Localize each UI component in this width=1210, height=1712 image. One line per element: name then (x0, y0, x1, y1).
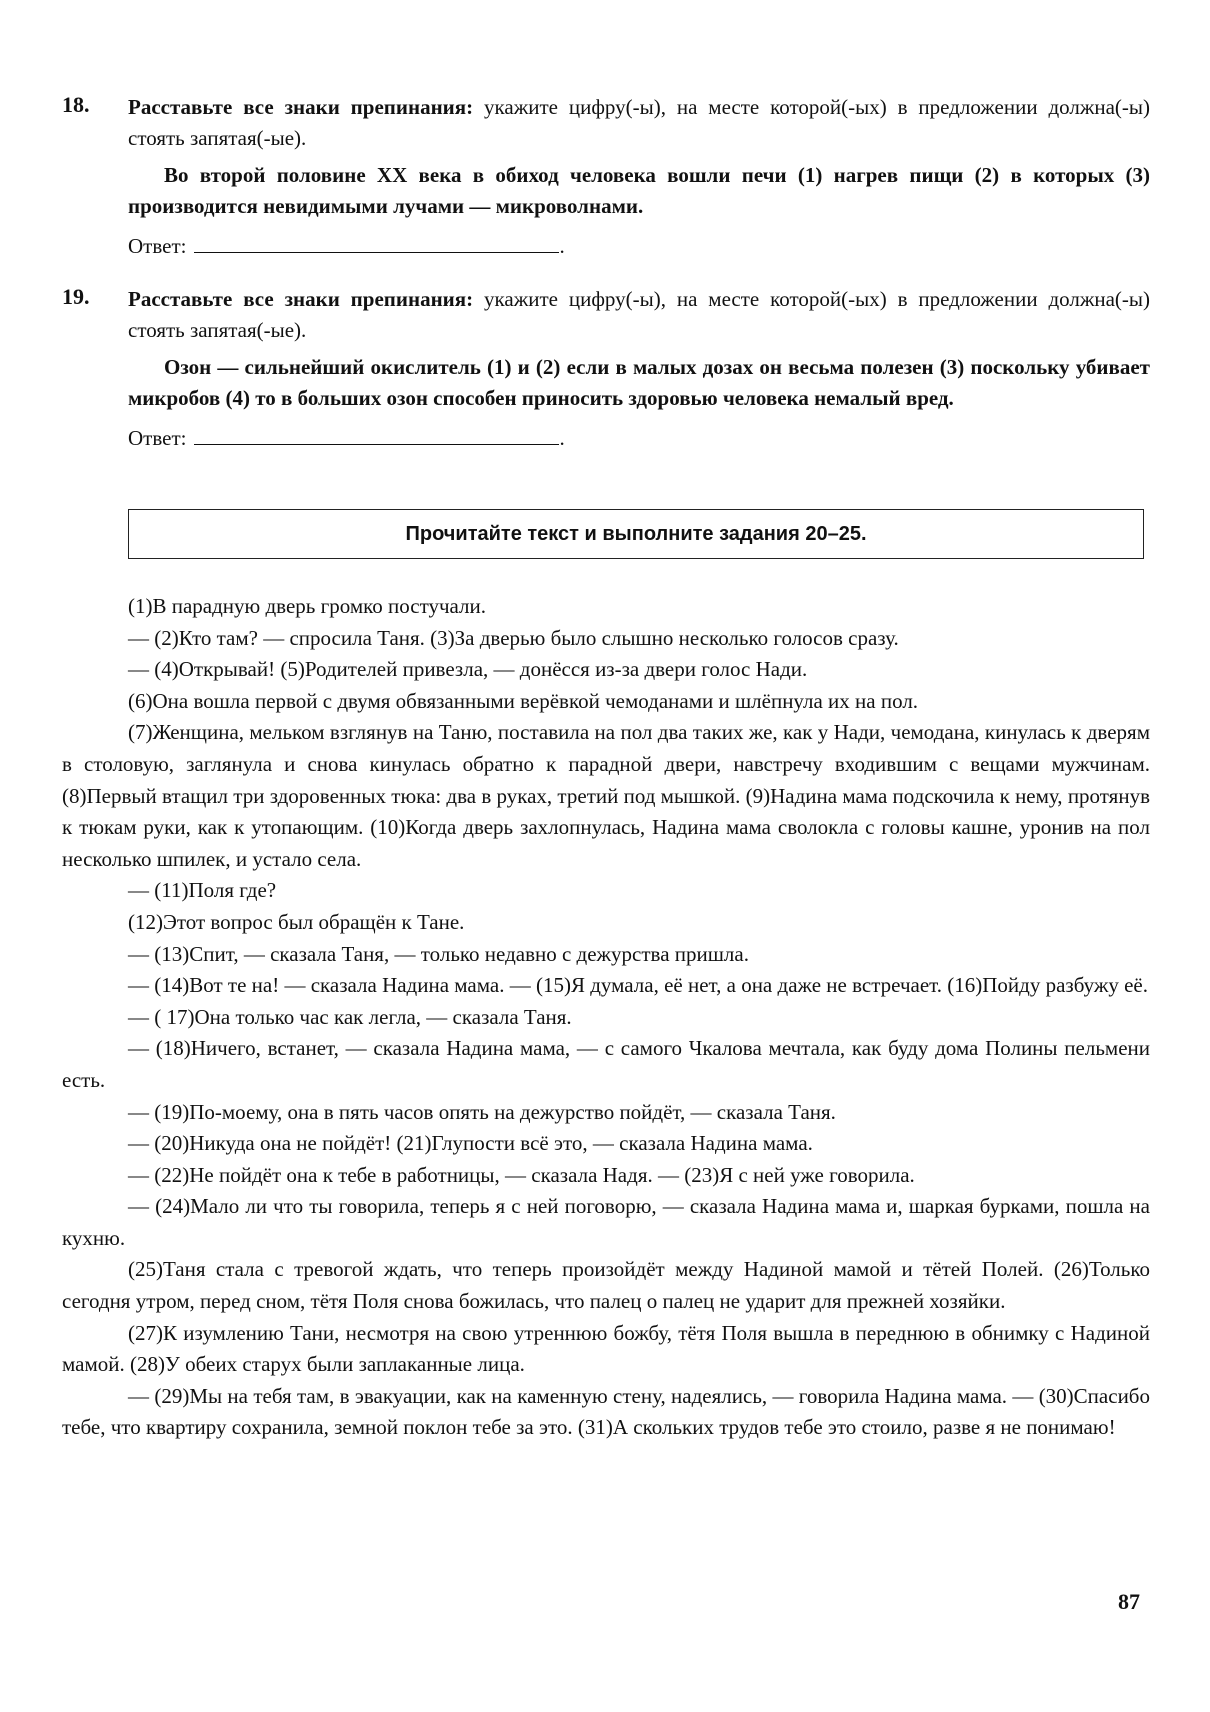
task-18-instruction-rest: укажите цифру(-ы), на месте которой(-ых) в предложении должна(-ы) стоять запятая(-ые). (128, 95, 1150, 150)
reading-instruction-box: Прочитайте текст и выполните задания 20–25. (128, 509, 1144, 559)
task-19-instruction-rest: укажите цифру(-ы), на месте которой(-ых) в предложении должна(-ы) стоять запятая(-ые). (128, 287, 1150, 342)
task-18-number: 18. (62, 92, 90, 117)
paragraph: (7)Женщина, мельком взглянув на Таню, поставила на пол два таких же, как у Нади, чемодана, кинулась к дверям в столовую, заглянула и снова кинулась обратно к парадной двери, навстречу входившим с вещами мужчинам. (8)Первый втащил три здоровенных тюка: два в руках, третий под мышкой. (9)Надина мама подскочила к нему, протянув к тюкам руки, как к утопающим. (10)Когда дверь захлопнулась, Надина мама сволокла с головы кашне, уронив на пол несколько шпилек, и устало села. (62, 720, 1150, 871)
task-19-instruction-bold: Расставьте все знаки препинания: (128, 287, 474, 311)
task-18-answer-label: Ответ: (128, 234, 187, 258)
paragraph: — (20)Никуда она не пойдёт! (21)Глупости всё это, — сказала Надина мама. (128, 1131, 813, 1156)
task-19-answer-field[interactable] (194, 422, 559, 445)
paragraph: — (19)По-моему, она в пять часов опять на дежурство пойдёт, — сказала Таня. (128, 1099, 836, 1124)
page-number: 87 (1118, 1589, 1140, 1614)
task-18-sentence: Во второй половине XX века в обиход человека вошли печи (1) нагрев пищи (2) в которых (3) производится невидимыми лучами — микроволнами. (128, 163, 1150, 218)
task-18-answer-field[interactable] (194, 230, 559, 253)
task-19-number: 19. (62, 284, 90, 309)
paragraph: (27)К изумлению Тани, несмотря на свою утреннюю божбу, тётя Поля вышла в переднюю в обнимку с Надиной мамой. (28)У обеих старух были заплаканные лица. (62, 1320, 1150, 1377)
task-19-sentence: Озон — сильнейший окислитель (1) и (2) если в малых дозах он весьма полезен (3) поскольку убивает микробов (4) то в больших озон способен приносить здоровью человека немалый вред. (128, 355, 1150, 410)
task-19-answer-end: . (559, 426, 565, 450)
task-18-instruction (128, 92, 1150, 154)
task-18-answer (128, 230, 1150, 262)
task-18 (62, 92, 1150, 262)
paragraph: (12)Этот вопрос был обращён к Тане. (128, 909, 465, 934)
paragraph: — (14)Вот те на! — сказала Надина мама. — (15)Я думала, её нет, а она даже не встречает. (16)Пойду разбужу её. (128, 973, 1148, 998)
task-19-instruction (128, 284, 1150, 346)
paragraph: — (2)Кто там? — спросила Таня. (3)За дверью было слышно несколько голосов сразу. (128, 625, 899, 650)
task-18-instruction-bold: Расставьте все знаки препинания: (128, 95, 474, 119)
task-19-answer-label: Ответ: (128, 426, 187, 450)
paragraph: — (4)Открывай! (5)Родителей привезла, — донёсся из-за двери голос Нади. (128, 657, 808, 682)
task-19-answer (128, 422, 1150, 454)
paragraph: — (22)Не пойдёт она к тебе в работницы, — сказала Надя. — (23)Я с ней уже говорила. (128, 1162, 915, 1187)
paragraph: — (11)Поля где? (128, 878, 277, 903)
paragraph: — ( 17)Она только час как легла, — сказала Таня. (128, 1004, 572, 1029)
paragraph: — (18)Ничего, встанет, — сказала Надина мама, — с самого Чкалова мечтала, как буду дома Полины пельмени есть. (62, 1036, 1150, 1092)
paragraph: — (13)Спит, — сказала Таня, — только недавно с дежурства пришла. (128, 941, 749, 966)
reading-text (62, 591, 1150, 1444)
paragraph: (6)Она вошла первой с двумя обвязанными верёвкой чемоданами и шлёпнула их на пол. (128, 688, 919, 713)
task-18-answer-end: . (559, 234, 565, 258)
paragraph: (25)Таня стала с тревогой ждать, что теперь произойдёт между Надиной мамой и тётей Полей. (26)Только сегодня утром, перед сном, тётя Поля снова божилась, что палец о палец не ударит для прежней хозяйки. (62, 1257, 1150, 1314)
paragraph: — (29)Мы на тебя там, в эвакуации, как на каменную стену, надеялись, — говорила Надина мама. — (30)Спасибо тебе, что квартиру сохранила, земной поклон тебе за это. (31)А скольких трудов тебе это стоило, разве я не понимаю! (62, 1383, 1150, 1440)
paragraph: — (24)Мало ли что ты говорила, теперь я с ней поговорю, — сказала Надина мама и, шаркая бурками, пошла на кухню. (62, 1194, 1150, 1250)
paragraph: (1)В парадную дверь громко постучали. (128, 594, 487, 618)
task-19 (62, 284, 1150, 454)
